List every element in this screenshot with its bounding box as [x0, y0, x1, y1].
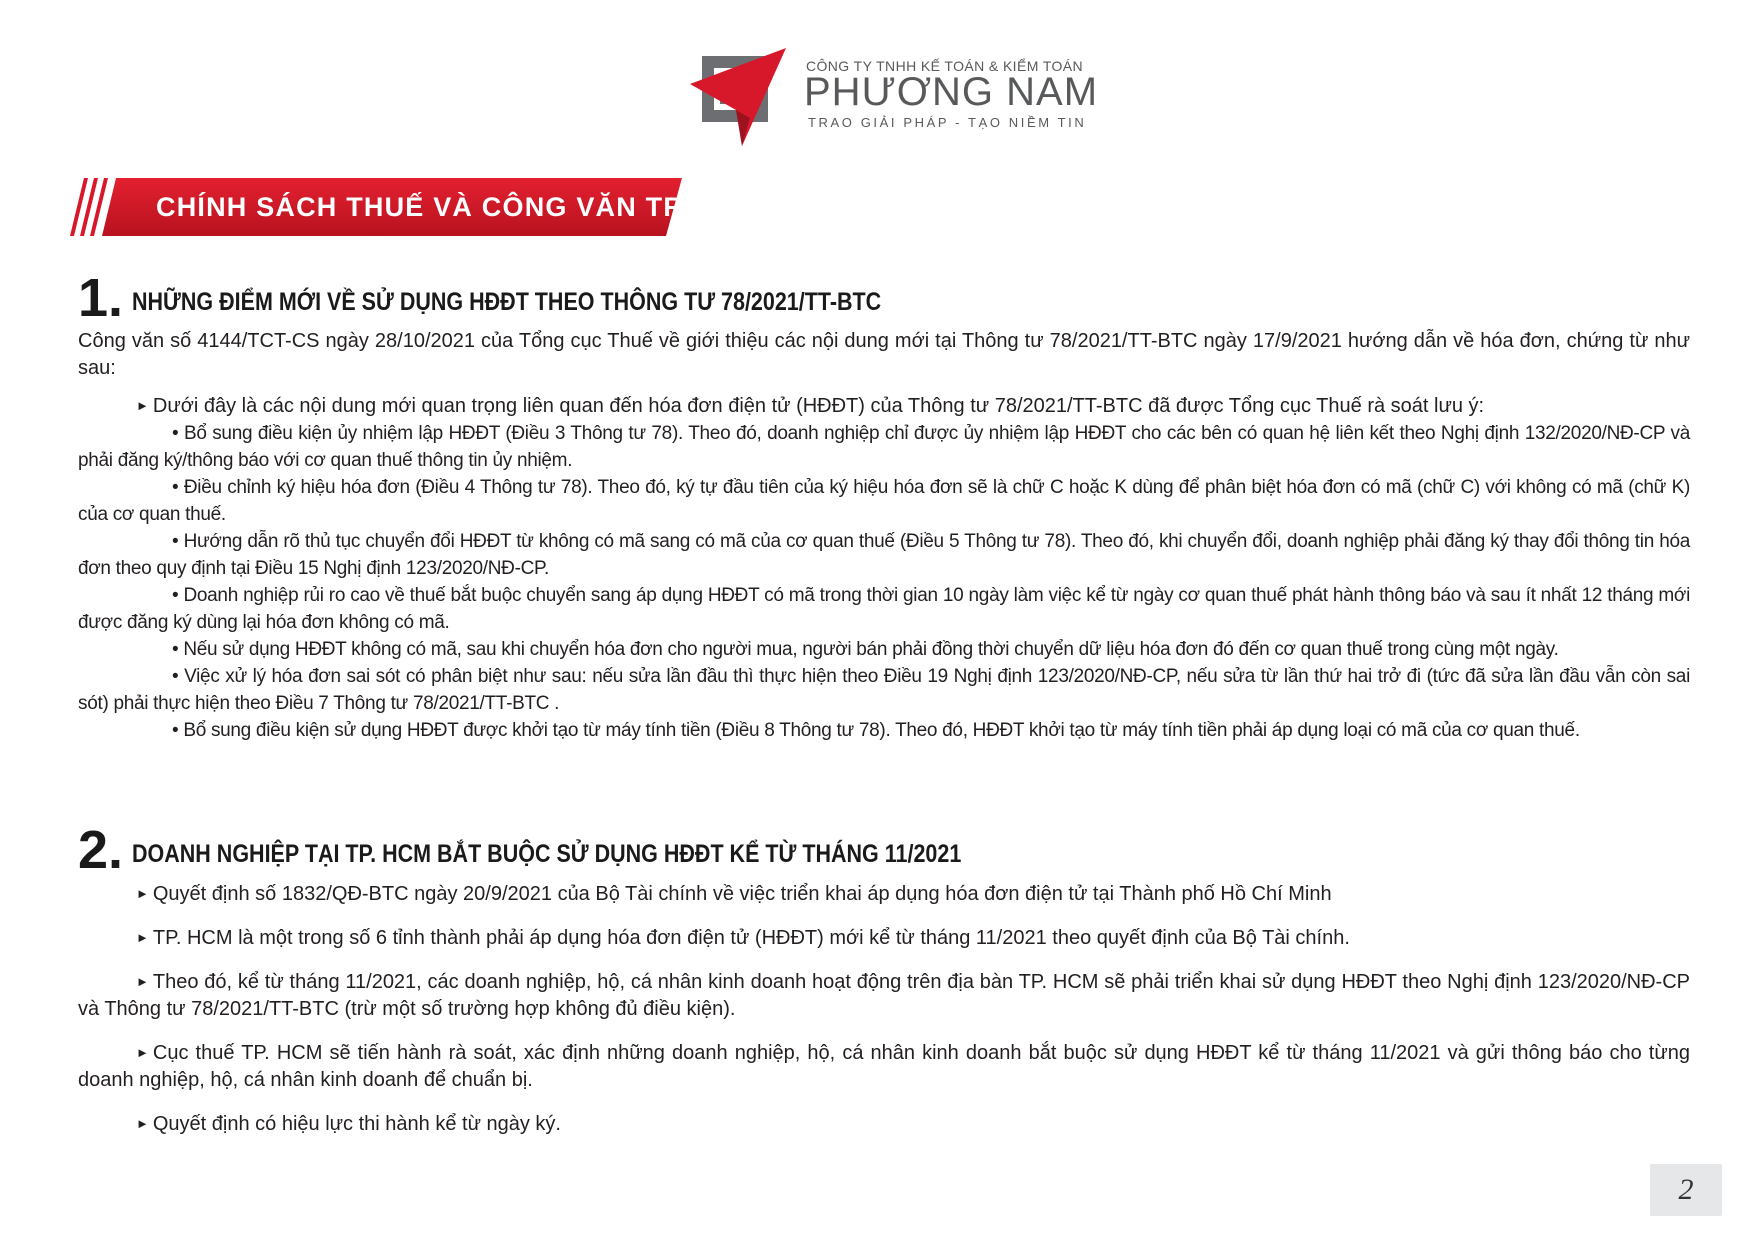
section-banner	[62, 178, 765, 236]
section-1-item: • Điều chỉnh ký hiệu hóa đơn (Điều 4 Thông tư 78). Theo đó, ký tự đầu tiên của ký hiệu hóa đơn sẽ là chữ C hoặc K dùng để phân biệt hóa đơn có mã (chữ C) với không có mã (chữ K) của cơ quan thuế.	[78, 477, 1690, 525]
triangle-bullet-icon: ►	[136, 1045, 149, 1060]
section-1-intro: Công văn số 4144/TCT-CS ngày 28/10/2021 của Tổng cục Thuế về giới thiệu các nội dung mới tại Thông tư 78/2021/TT-BTC ngày 17/9/2021 hướng dẫn về hóa đơn, chứng từ như sau:	[78, 330, 1690, 379]
section-1	[78, 268, 1690, 744]
triangle-bullet-icon: ►	[136, 930, 149, 945]
logo-company-line: CÔNG TY TNHH KẾ TOÁN & KIỂM TOÁN	[806, 58, 1084, 74]
section-2-item: ► Cục thuế TP. HCM sẽ tiến hành rà soát, xác định những doanh nghiệp, hộ, cá nhân kinh doanh bắt buộc sử dụng HĐĐT kể từ tháng 11/2021 và gửi thông báo cho từng doanh nghiệp, hộ, cá nhân kinh doanh để chuẩn bị.	[78, 1042, 1690, 1091]
triangle-bullet-icon: ►	[136, 1116, 149, 1131]
section-1-heading	[78, 268, 1690, 328]
section-2-item: ► Quyết định có hiệu lực thi hành kể từ ngày ký.	[136, 1113, 561, 1135]
section-2-item: ► Quyết định số 1832/QĐ-BTC ngày 20/9/2021 của Bộ Tài chính về việc triển khai áp dụng hóa đơn điện tử tại Thành phố Hồ Chí Minh	[136, 883, 1332, 905]
logo-slogan: TRAO GIẢI PHÁP - TẠO NIỀM TIN	[808, 115, 1087, 130]
section-1-item: • Bổ sung điều kiện sử dụng HĐĐT được khởi tạo từ máy tính tiền (Điều 8 Thông tư 78). Theo đó, HĐĐT khởi tạo từ máy tính tiền phải áp dụng loại có mã của cơ quan thuế.	[172, 720, 1580, 741]
section-1-number: 1.	[78, 268, 124, 328]
banner-title: CHÍNH SÁCH THUẾ VÀ CÔNG VĂN TRẢ LỜI	[156, 192, 765, 222]
section-1-item: • Nếu sử dụng HĐĐT không có mã, sau khi chuyển hóa đơn cho người mua, người bán phải đồng thời chuyển dữ liệu hóa đơn đó đến cơ quan thuế trong cùng một ngày.	[172, 639, 1559, 660]
section-1-title: NHỮNG ĐIỂM MỚI VỀ SỬ DỤNG HĐĐT THEO THÔNG TƯ 78/2021/TT-BTC	[132, 288, 882, 316]
section-1-item: • Doanh nghiệp rủi ro cao về thuế bắt buộc chuyển sang áp dụng HĐĐT có mã trong thời gian 10 ngày làm việc kể từ ngày cơ quan thuế phát hành thông báo và sau ít nhất 12 tháng mới được đăng ký dùng lại hóa đơn không có mã.	[78, 585, 1690, 633]
section-2	[78, 820, 1690, 1138]
section-2-title: DOANH NGHIỆP TẠI TP. HCM BẮT BUỘC SỬ DỤNG HĐĐT KỂ TỪ THÁNG 11/2021	[132, 840, 962, 868]
section-2-number: 2.	[78, 820, 124, 880]
section-1-item: • Việc xử lý hóa đơn sai sót có phân biệt như sau: nếu sửa lần đầu thì thực hiện theo Điều 19 Nghị định 123/2020/NĐ-CP, nếu sửa từ lần thứ hai trở đi (tức đã sửa lần đầu vẫn còn sai sót) phải thực hiện theo Điều 7 Thông tư 78/2021/TT-BTC .	[78, 666, 1690, 714]
section-2-item: ► Theo đó, kể từ tháng 11/2021, các doanh nghiệp, hộ, cá nhân kinh doanh hoạt động trên địa bàn TP. HCM sẽ phải triển khai sử dụng HĐĐT theo Nghị định 123/2020/NĐ-CP và Thông tư 78/2021/TT-BTC (trừ một số trường hợp không đủ điều kiện).	[78, 971, 1690, 1020]
section-1-item: • Bổ sung điều kiện ủy nhiệm lập HĐĐT (Điều 3 Thông tư 78). Theo đó, doanh nghiệp chỉ được ủy nhiệm lập HĐĐT cho các bên có quan hệ liên kết theo Nghị định 132/2020/NĐ-CP và phải đăng ký/thông báo với cơ quan thuế thông tin ủy nhiệm.	[78, 423, 1690, 471]
logo-company-name: PHƯƠNG NAM	[804, 70, 1099, 114]
triangle-bullet-icon: ►	[136, 886, 149, 901]
section-1-item: • Hướng dẫn rõ thủ tục chuyển đổi HĐĐT từ không có mã sang có mã của cơ quan thuế (Điều 5 Thông tư 78). Theo đó, khi chuyển đổi, doanh nghiệp phải đăng ký thay đổi thông tin hóa đơn theo quy định tại Điều 15 Nghị định 123/2020/NĐ-CP.	[78, 531, 1690, 579]
page-number: 2	[1650, 1164, 1722, 1216]
company-logo	[690, 48, 1099, 158]
triangle-bullet-icon: ►	[136, 974, 149, 989]
logo-mark-icon	[690, 48, 800, 158]
section-2-item: ► TP. HCM là một trong số 6 tỉnh thành phải áp dụng hóa đơn điện tử (HĐĐT) mới kể từ tháng 11/2021 theo quyết định của Bộ Tài chính.	[136, 927, 1350, 949]
section-2-heading	[78, 820, 1690, 880]
triangle-bullet-icon: ►	[136, 398, 149, 413]
section-1-lead: ► Dưới đây là các nội dung mới quan trọng liên quan đến hóa đơn điện tử (HĐĐT) của Thông tư 78/2021/TT-BTC đã được Tổng cục Thuế rà soát lưu ý:	[136, 395, 1485, 417]
